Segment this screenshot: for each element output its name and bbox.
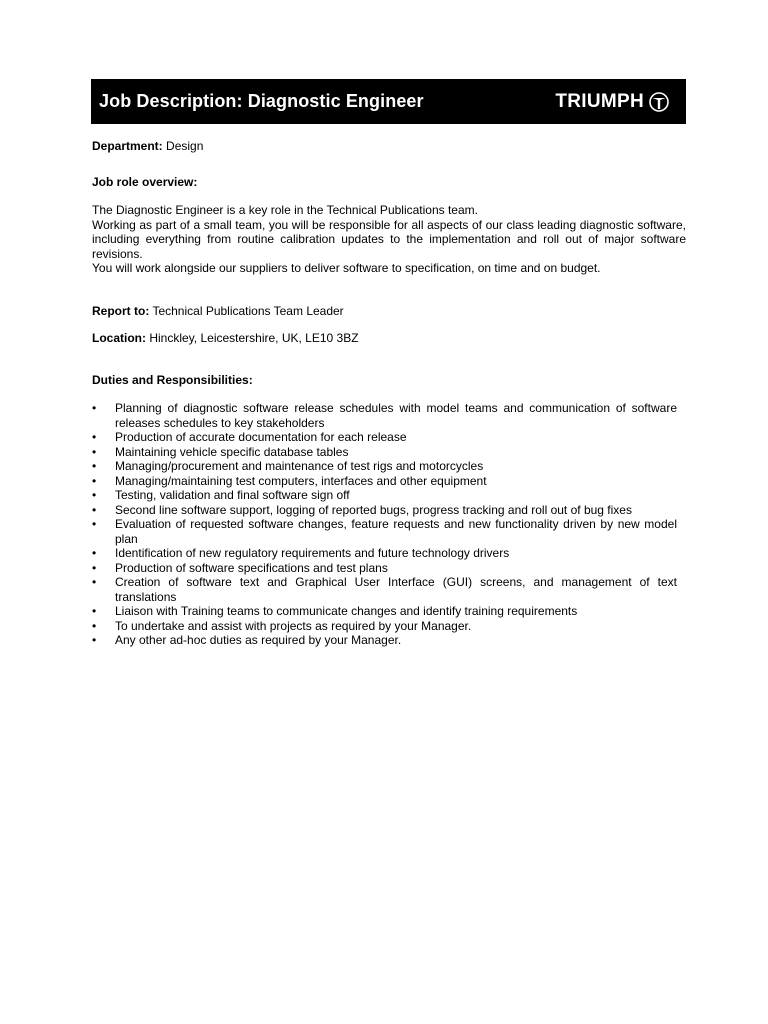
location-label: Location: bbox=[92, 331, 146, 345]
duties-heading: Duties and Responsibilities: bbox=[92, 372, 253, 387]
duties-list bbox=[92, 401, 677, 648]
bullet-icon: • bbox=[92, 546, 97, 560]
logo-wordmark: TRIUMPH bbox=[555, 90, 644, 112]
report-to-label: Report to: bbox=[92, 303, 150, 318]
list-item: • Managing/maintaining test computers, interfaces and other equipment bbox=[92, 473, 487, 488]
page-title: Job Description: Diagnostic Engineer bbox=[99, 91, 424, 111]
list-item: • Managing/procurement and maintenance of test rigs and motorcycles bbox=[92, 459, 484, 473]
list-item: • Maintaining vehicle specific database tables bbox=[92, 444, 349, 459]
location-field bbox=[92, 331, 686, 346]
bullet-icon: • bbox=[92, 430, 97, 444]
overview-text bbox=[92, 203, 686, 276]
list-item: • Liaison with Training teams to communicate changes and identify training requirements bbox=[92, 604, 578, 618]
bullet-icon: • bbox=[92, 560, 97, 575]
bullet-icon: • bbox=[92, 517, 97, 531]
job-description-page bbox=[91, 79, 686, 648]
list-item: • To undertake and assist with projects as required by your Manager. bbox=[92, 618, 472, 633]
list-item: • Evaluation of requested software changes, feature requests and new functionality driven by new model plan bbox=[92, 517, 677, 546]
department-label: Department: bbox=[92, 139, 163, 153]
bullet-icon: • bbox=[92, 401, 97, 415]
list-item: • Testing, validation and final software sign off bbox=[92, 488, 350, 502]
department-value: Design bbox=[166, 139, 204, 153]
bullet-icon: • bbox=[92, 444, 97, 459]
overview-paragraph: Working as part of a small team, you will be responsible for all aspects of our class leading diagnostic software, including everything from routine calibration updates to the implementation and roll out of major software revisions. bbox=[92, 217, 686, 261]
list-item: • Creation of software text and Graphical User Interface (GUI) screens, and management of text translations bbox=[92, 575, 677, 604]
overview-paragraph: You will work alongside our suppliers to deliver software to specification, on time and on budget. bbox=[92, 261, 601, 275]
overview-paragraph: The Diagnostic Engineer is a key role in the Technical Publications team. bbox=[92, 203, 478, 217]
bullet-icon: • bbox=[92, 604, 97, 618]
list-item: • Planning of diagnostic software release schedules with model teams and communication of software releases schedules to key stakeholders bbox=[92, 401, 677, 430]
overview-heading: Job role overview: bbox=[92, 174, 198, 189]
document-body bbox=[91, 139, 686, 648]
bullet-icon: • bbox=[92, 575, 97, 589]
bullet-icon: • bbox=[92, 473, 97, 488]
bullet-icon: • bbox=[92, 502, 97, 517]
location-value: Hinckley, Leicestershire, UK, LE10 3BZ bbox=[149, 331, 359, 345]
bullet-icon: • bbox=[92, 633, 97, 647]
department-field bbox=[92, 139, 686, 154]
bullet-icon: • bbox=[92, 618, 97, 633]
report-to-value: Technical Publications Team Leader bbox=[152, 303, 344, 318]
bullet-icon: • bbox=[92, 488, 97, 502]
report-to-field bbox=[92, 304, 686, 319]
list-item: • Second line software support, logging of reported bugs, progress tracking and roll out of bug fixes bbox=[92, 502, 632, 517]
list-item: • Any other ad-hoc duties as required by your Manager. bbox=[92, 633, 402, 647]
header-bar bbox=[91, 79, 686, 124]
triumph-logo bbox=[555, 91, 670, 113]
triumph-shield-icon bbox=[648, 91, 670, 113]
bullet-icon: • bbox=[92, 459, 97, 473]
list-item: • Production of software specifications and test plans bbox=[92, 560, 388, 575]
list-item: • Identification of new regulatory requirements and future technology drivers bbox=[92, 546, 510, 560]
list-item: • Production of accurate documentation for each release bbox=[92, 430, 407, 444]
